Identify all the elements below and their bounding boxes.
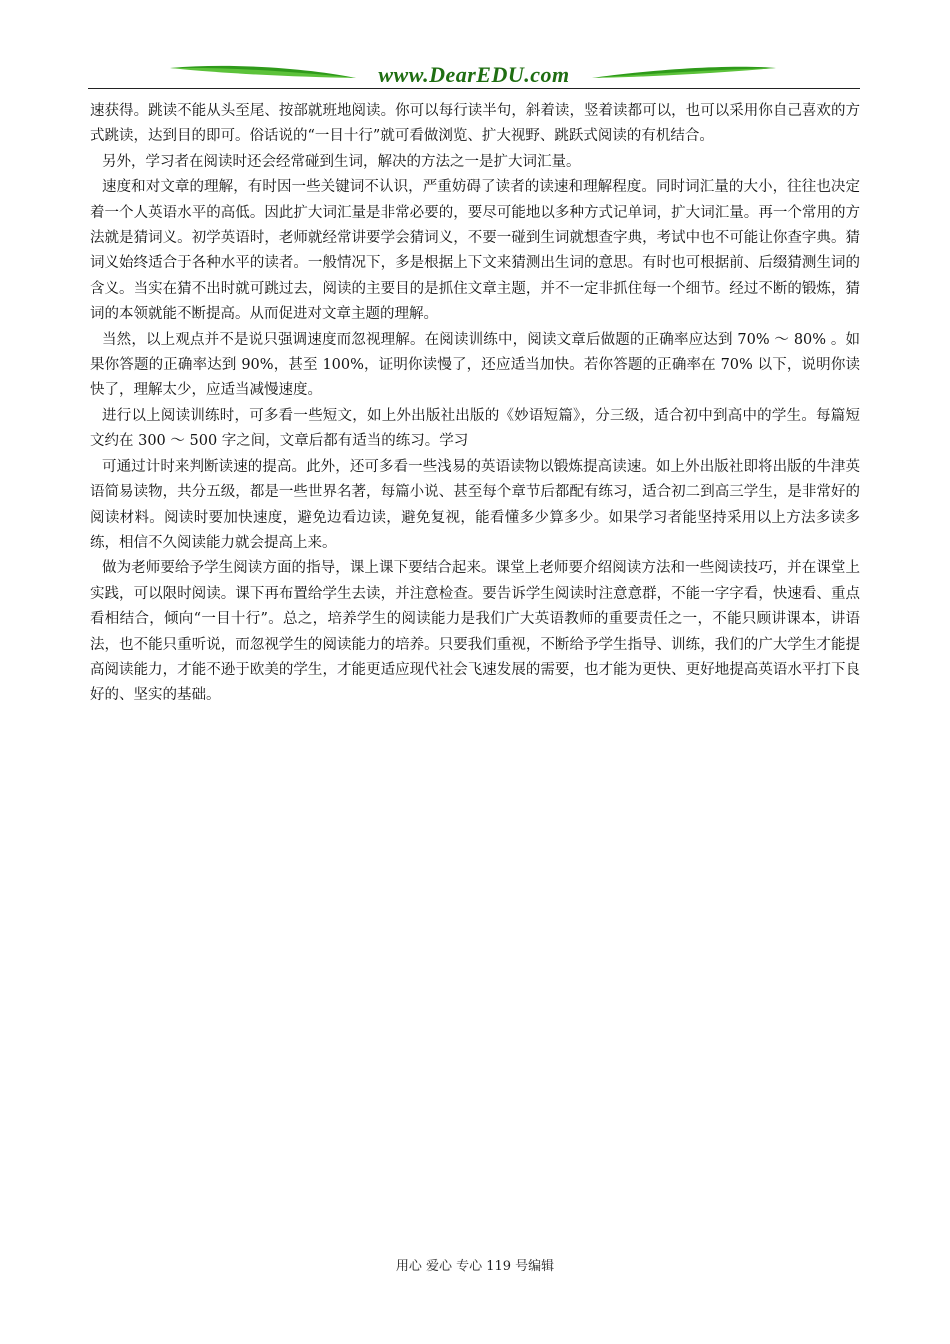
paragraph-7: 做为老师要给予学生阅读方面的指导，课上课下要结合起来。课堂上老师要介绍阅读方法和一些阅读技巧，并在课堂上实践，可以限时阅读。课下再布置给学生去读，并注意检查。要告诉学生阅读时注意意群，不能一字字看，快速看、重点看相结合，倾向“一目十行”。总之，培养学生的阅读能力是我们广大英语教师的重要责任之一，不能只顾讲课本，讲语法，也不能只重听说，而忽视学生的阅读能力的培养。只要我们重视，不断给予学生指导、训练，我们的广大学生才能提高阅读能力，才能不逊于欧美的学生，才能更适应现代社会飞速发展的需要，也才能为更快、更好地提高英语水平打下良好的、坚实的基础。 [90,560,860,704]
page-footer: 用心 爱心 专心 119 号编辑 [395,1259,555,1274]
paragraph-1: 速获得。跳读不能从头至尾、按部就班地阅读。你可以每行读半句，斜着读，竖着读都可以，也可以采用你自己喜欢的方式跳读，达到目的即可。俗话说的“一目十行”就可看做浏览、扩大视野、跳跃式阅读的有机结合。 [90,103,860,145]
paragraph-5: 进行以上阅读训练时，可多看一些短文，如上外出版社出版的《妙语短篇》，分三级，适合初中到高中的学生。每篇短文约在 300 ～ 500 字之间，文章后都有适当的练习。学习 [90,407,860,450]
document-body [90,99,860,709]
paragraph-6: 可通过计时来判断读速的提高。此外，还可多看一些浅易的英语读物以锻炼提高读速。如上外出版社即将出版的牛津英语简易读物，共分五级，都是一些世界名著，每篇小说、甚至每个章节后都配有练习，适合初二到高三学生，是非常好的阅读材料。阅读时要加快速度，避免边看边读，避免复视，能看懂多少算多少。如果学习者能坚持采用以上方法多读多练，相信不久阅读能力就会提高上来。 [90,458,860,551]
page-header [88,58,860,90]
paragraph-2: 另外，学习者在阅读时还会经常碰到生词，解决的方法之一是扩大词汇量。 [102,153,581,170]
site-logo[interactable]: www.DearEDU.com [378,62,570,87]
paragraph-4: 当然，以上观点并不是说只强调速度而忽视理解。在阅读训练中，阅读文章后做题的正确率应达到 70% ～ 80% 。如果你答题的正确率达到 90%，甚至 100%，证明你读慢了，还应适当加快。若你答题的正确率在 70% 以下，说明你读快了，理解太少，应适当减慢速度。 [90,331,860,399]
paragraph-3: 速度和对文章的理解，有时因一些关键词不认识，严重妨碍了读者的读速和理解程度。同时词汇量的大小，往往也决定着一个人英语水平的高低。因此扩大词汇量是非常必要的，要尽可能地以多种方式记单词，扩大词汇量。再一个常用的方法就是猜词义。初学英语时，老师就经常讲要学会猜词义，不要一碰到生词就想查字典，考试中也不可能让你查字典。猜词义始终适合于各种水平的读者。一般情况下，多是根据上下文来猜测出生词的意思。有时也可根据前、后缀猜测生词的含义。当实在猜不出时就可跳过去，阅读的主要目的是抓住文章主题，并不一定非抓住每一个细节。经过不断的锻炼，猜词的本领就能不断提高。从而促进对文章主题的理解。 [90,179,860,323]
header-divider [88,88,860,89]
